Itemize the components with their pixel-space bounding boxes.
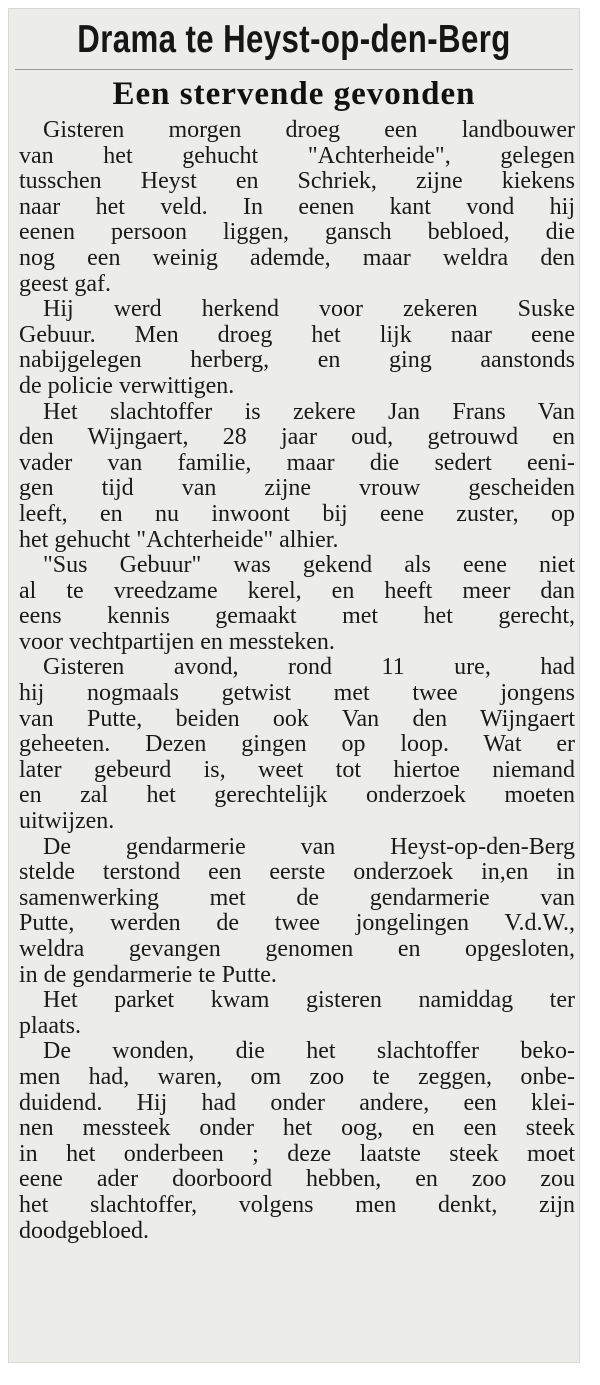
text-line: den Wijngaert, 28 jaar oud, getrouwd en xyxy=(19,425,575,451)
text-line: van het gehucht "Achterheide", gelegen xyxy=(19,143,575,169)
text-line: "Sus Gebuur" was gekend als eene niet xyxy=(43,553,575,579)
text-line: geheeten. Dezen gingen op loop. Wat er xyxy=(19,732,575,758)
subheadline: Een stervende gevonden xyxy=(112,76,476,112)
text-line: Hij werd herkend voor zekeren Suske xyxy=(43,297,575,323)
text-line: doodgebloed. xyxy=(19,1218,149,1244)
article-body xyxy=(9,118,575,1244)
text-line: uitwijzen. xyxy=(19,809,115,835)
text-line: eenen persoon liggen, gansch bebloed, die xyxy=(19,220,575,246)
text-line: Gisteren morgen droeg een landbouwer xyxy=(43,118,575,143)
text-line: Het slachtoffer is zekere Jan Frans Van xyxy=(43,399,575,425)
text-line: weldra gevangen genomen en opgesloten, xyxy=(19,937,575,962)
text-line: De gendarmerie van Heyst-op-den-Berg xyxy=(43,834,575,860)
article-paragraph xyxy=(19,553,575,655)
article-paragraph xyxy=(19,988,575,1039)
text-line: en zal het gerechtelijk onderzoek moeten xyxy=(19,783,575,809)
article-paragraph xyxy=(19,297,575,399)
article-paragraph xyxy=(19,400,575,554)
text-line: in de gendarmerie te Putte. xyxy=(19,962,277,988)
text-line: geest gaf. xyxy=(19,271,111,297)
article-paragraph xyxy=(19,835,575,989)
text-line: Gisteren avond, rond 11 ure, had xyxy=(43,655,575,681)
text-line: stelde terstond een eerste onderzoek in,en in xyxy=(19,860,575,886)
text-line: tusschen Heyst en Schriek, zijne kiekens xyxy=(19,169,575,195)
text-line: voor vechtpartijen en messteken. xyxy=(19,629,335,655)
text-line: nen messteek onder het oog, en een steek xyxy=(19,1116,575,1142)
text-line: al te vreedzame kerel, en heeft meer dan xyxy=(19,578,575,604)
text-line: het slachtoffer, volgens men denkt, zijn xyxy=(19,1192,575,1218)
text-line: hij nogmaals getwist met twee jongens xyxy=(19,681,575,707)
text-line: vader van familie, maar die sedert eeni- xyxy=(19,450,575,476)
text-line: samenwerking met de gendarmerie van xyxy=(19,885,575,911)
text-line: naar het veld. In eenen kant vond hij xyxy=(19,194,575,220)
text-line: leeft, en nu inwoont bij eene zuster, op xyxy=(19,501,575,527)
text-line: nabijgelegen herberg, en ging aanstonds xyxy=(19,348,575,374)
text-line: Het parket kwam gisteren namiddag ter xyxy=(43,988,575,1014)
text-line: de policie verwittigen. xyxy=(19,373,235,399)
text-line: eene ader doorboord hebben, en zoo zou xyxy=(19,1167,575,1193)
article-paragraph xyxy=(19,1039,575,1244)
text-line: Gebuur. Men droeg het lijk naar eene xyxy=(19,322,575,348)
text-line: plaats. xyxy=(19,1013,81,1039)
newspaper-clipping xyxy=(8,8,580,1363)
text-line: van Putte, beiden ook Van den Wijngaert xyxy=(19,706,575,732)
article-paragraph xyxy=(19,655,575,834)
text-line: later gebeurd is, weet tot hiertoe niemand xyxy=(19,757,575,783)
divider xyxy=(15,69,573,70)
text-line: De wonden, die het slachtoffer beko- xyxy=(43,1039,575,1065)
headline: Drama te Heyst-op-den-Berg xyxy=(77,18,511,61)
text-line: Putte, werden de twee jongelingen V.d.W., xyxy=(19,911,575,937)
text-line: nog een weinig ademde, maar weldra den xyxy=(19,245,575,271)
text-line: eens kennis gemaakt met het gerecht, xyxy=(19,604,575,630)
text-line: men had, waren, om zoo te zeggen, onbe- xyxy=(19,1064,575,1090)
text-line: het gehucht "Achterheide" alhier. xyxy=(19,527,339,553)
text-line: gen tijd van zijne vrouw gescheiden xyxy=(19,476,575,502)
text-line: in het onderbeen ; deze laatste steek moet xyxy=(19,1141,575,1167)
article-paragraph xyxy=(19,118,575,297)
text-line: duidend. Hij had onder andere, een klei- xyxy=(19,1090,575,1116)
